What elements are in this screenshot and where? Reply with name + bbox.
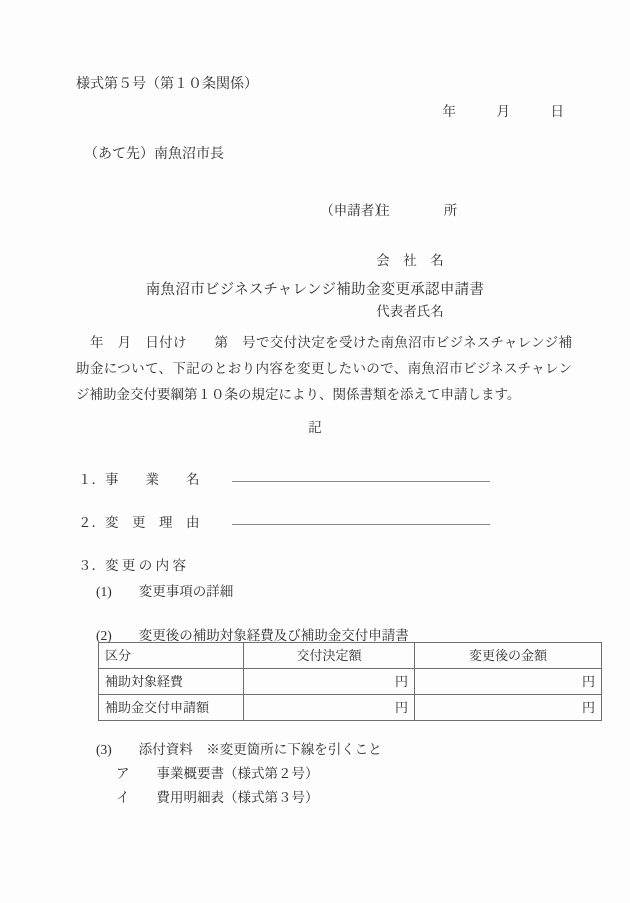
page-title: 南魚沼市ビジネスチャレンジ補助金変更承認申請書 xyxy=(145,282,485,298)
sub-item-attachments-heading: (3) 添付資料 ※変更箇所に下線を引くこと xyxy=(96,742,382,757)
applicant-prefix-label: （申請者） xyxy=(320,202,388,218)
table-cell-decided-application-amount[interactable]: 円 xyxy=(244,695,415,721)
table-cell-decided-subsidy-expense[interactable]: 円 xyxy=(244,669,415,695)
table-cell-changed-subsidy-expense[interactable]: 円 xyxy=(415,669,602,695)
applicant-company-label: 会 社 名 xyxy=(376,253,444,268)
item-change-reason-label: ２．変 更 理 由 xyxy=(78,515,200,530)
ki-marker: 記 xyxy=(308,420,322,435)
table-row xyxy=(99,695,602,721)
table-header-changed-amount: 変更後の金額 xyxy=(415,643,602,669)
applicant-representative-label: 代表者氏名 xyxy=(376,303,444,319)
applicant-address-label: 住 所 xyxy=(376,202,458,218)
addressee-line: （あて先）南魚沼市長 xyxy=(84,147,224,162)
table-cell-changed-application-amount[interactable]: 円 xyxy=(415,695,602,721)
item-change-reason-rule xyxy=(232,524,490,525)
table-header-decided-amount: 交付決定額 xyxy=(244,643,415,669)
table-row xyxy=(99,669,602,695)
sub-item-amounts-heading: (2) 変更後の補助対象経費及び補助金交付申請書 xyxy=(96,628,409,643)
attachment-item-business-outline: ア 事業概要書（様式第２号） xyxy=(116,766,319,781)
sub-item-change-details: (1) 変更事項の詳細 xyxy=(96,584,234,599)
table-cell-kubun-application-amount: 補助金交付申請額 xyxy=(99,695,244,721)
table-cell-kubun-subsidy-expense: 補助対象経費 xyxy=(99,669,244,695)
date-line: 年 月 日 xyxy=(442,104,564,119)
amount-table xyxy=(98,642,602,721)
table-header-kubun: 区分 xyxy=(99,643,244,669)
body-paragraph: 年 月 日付け 第 号で交付決定を受けた南魚沼市ビジネスチャレンジ補助金について、下記のとおり内容を変更したいので、南魚沼市ビジネスチャレンジ補助金交付要綱第１０条の規定により、関係書類を添えて申請します。 xyxy=(76,335,572,402)
applicant-block xyxy=(300,190,468,332)
form-number: 様式第５号（第１０条関係） xyxy=(76,77,258,92)
item-change-content-label: ３．変 更 の 内 容 xyxy=(78,558,186,573)
item-business-name-label: １．事 業 名 xyxy=(78,472,200,487)
applicant-company-line xyxy=(300,241,468,282)
item-business-name-rule xyxy=(232,481,490,482)
table-header-row xyxy=(99,643,602,669)
applicant-address-line xyxy=(300,190,468,231)
attachment-item-cost-statement: イ 費用明細表（様式第３号） xyxy=(116,790,319,805)
